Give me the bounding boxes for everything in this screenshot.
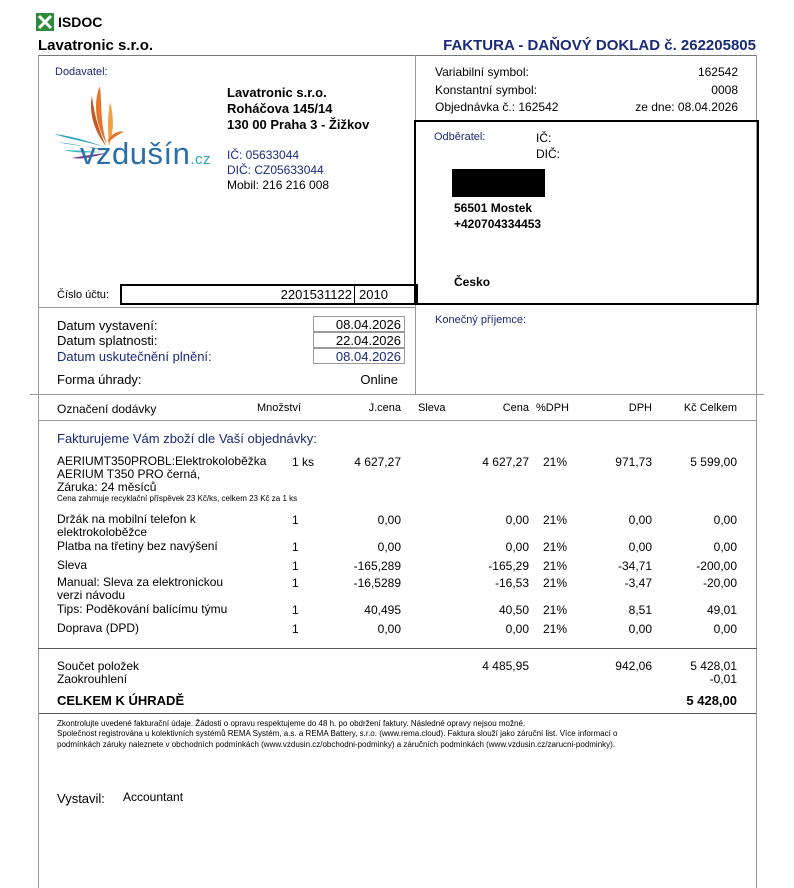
footer-line-2: Společnost registrována u kolektivních systémů REMA Systém, a.s. a REMA Battery, s.r.o. (www.rema.cloud). Faktura slouží jako záruční list. Více informací o xyxy=(57,729,618,738)
issued-by-value: Accountant xyxy=(123,790,184,804)
row-total: -20,00 xyxy=(702,576,737,590)
due-date-value: 22.04.2026 xyxy=(313,332,405,348)
supplier-mobil: Mobil: 216 216 008 xyxy=(227,178,330,192)
sum-vat: 942,06 xyxy=(615,659,652,673)
row-name-line: Držák na mobilní telefon k xyxy=(57,512,196,526)
row-name-line: AERIUM T350 PRO černá, xyxy=(57,467,201,481)
table-intro: Fakturujeme Vám zboží dle Vaší objednávky: xyxy=(57,431,317,446)
logo-wordmark-text xyxy=(80,136,211,172)
customer-phone: +420704334453 xyxy=(454,217,542,231)
account-number: 2201531122 xyxy=(280,287,352,302)
footer-line-1: Zkontrolujte uvedené fakturační údaje. Žádosti o opravu respektujeme do 48 h. po obdržení faktury. Následné opravy nejsou možné. xyxy=(57,719,526,728)
row-name xyxy=(57,454,267,494)
row-total: 5 599,00 xyxy=(690,455,737,469)
row-name xyxy=(57,576,257,602)
final-recipient-label: Konečný příjemce: xyxy=(435,314,527,326)
row-price: 40,50 xyxy=(498,603,529,617)
customer-city: 56501 Mostek xyxy=(454,201,533,215)
supplier-city: 130 00 Praha 3 - Žižkov xyxy=(227,117,370,132)
row-vat-pct: 21% xyxy=(543,576,568,590)
row-name-line: elektrokoloběžce xyxy=(57,525,148,539)
company-name-header: Lavatronic s.r.o. xyxy=(38,37,154,54)
issue-date-value: 08.04.2026 xyxy=(313,316,405,332)
logo-text: vzdušín xyxy=(80,136,191,171)
row-total: -200,00 xyxy=(696,559,737,573)
row-unit-price: -16,5289 xyxy=(353,576,401,590)
row-qty: 1 xyxy=(292,540,299,554)
sum-label: Součet položek xyxy=(57,659,140,673)
row-name-line: Manual: Sleva za elektronickou xyxy=(57,575,224,589)
rounding-value: -0,01 xyxy=(709,672,737,686)
row-name: Doprava (DPD) xyxy=(57,621,140,635)
row-vat: -3,47 xyxy=(624,576,652,590)
top-rule xyxy=(38,55,757,56)
payment-form-label: Forma úhrady: xyxy=(57,372,142,387)
sum-price: 4 485,95 xyxy=(482,659,529,673)
issued-by-label: Vystavil: xyxy=(57,791,105,806)
supplier-label: Dodavatel: xyxy=(55,66,108,78)
footer-left-frame xyxy=(38,713,39,888)
row-qty: 1 xyxy=(292,559,299,573)
row-name: Tips: Poděkování balícímu týmu xyxy=(57,602,228,616)
footer-line-3: podmínkách záruky naleznete v obchodních podmínkách (www.vzdusin.cz/obchodni-podminky) a záručních podmínkách (www.vzdusin.cz/zarucni-podminky). xyxy=(57,740,616,749)
row-qty: 1 xyxy=(292,603,299,617)
grand-total-value: 5 428,00 xyxy=(686,693,737,708)
account-box xyxy=(120,284,418,305)
row-vat-pct: 21% xyxy=(543,559,568,573)
row-qty: 1 xyxy=(292,513,299,527)
col-header-vat: DPH xyxy=(628,402,652,414)
row-name-line: AERIUMT350PROBL:Elektrokoloběžka xyxy=(57,454,267,468)
customer-ic-label: IČ: xyxy=(536,131,552,145)
rounding-label: Zaokrouhlení xyxy=(57,672,128,686)
row-name-line: Záruka: 24 měsíců xyxy=(57,480,157,494)
row-qty: 1 xyxy=(292,622,299,636)
row-total: 49,01 xyxy=(706,603,737,617)
customer-dic-label: DIČ: xyxy=(536,147,560,161)
col-header-discount: Sleva xyxy=(418,402,446,414)
document-title: FAKTURA - DAŇOVÝ DOKLAD č. 262205805 xyxy=(443,37,756,54)
isdoc-icon xyxy=(36,13,54,31)
customer-label: Odběratel: xyxy=(434,131,486,143)
row-vat-pct: 21% xyxy=(543,540,568,554)
supplier-dic: DIČ: CZ05633044 xyxy=(227,163,324,177)
row-price: 0,00 xyxy=(505,540,529,554)
isdoc-badge xyxy=(36,12,102,32)
row-unit-price: 0,00 xyxy=(377,513,401,527)
constant-symbol-value: 0008 xyxy=(711,83,738,97)
col-header-unit-price: J.cena xyxy=(368,402,401,414)
supplier-ic: IČ: 05633044 xyxy=(227,148,300,162)
col-header-vat-pct: %DPH xyxy=(536,402,570,414)
row-qty: 1 xyxy=(292,576,299,590)
summary-top-rule xyxy=(38,648,757,649)
payment-form-value: Online xyxy=(360,372,398,387)
row-name xyxy=(57,513,257,539)
header-bottom-rule xyxy=(30,394,764,395)
isdoc-label: ISDOC xyxy=(58,14,103,30)
constant-symbol-label: Konstantní symbol: xyxy=(435,83,538,97)
table-header-rule xyxy=(38,420,757,421)
row-vat-pct: 21% xyxy=(543,455,568,469)
row-qty: 1 ks xyxy=(292,455,315,469)
row-vat: -34,71 xyxy=(617,559,652,573)
row-price: 0,00 xyxy=(505,513,529,527)
row-vat-pct: 21% xyxy=(543,603,568,617)
row-unit-price: 0,00 xyxy=(377,622,401,636)
row-name: Sleva xyxy=(57,558,88,572)
row-total: 0,00 xyxy=(713,513,737,527)
row-note: Cena zahrnuje recyklační příspěvek 23 Kč/ks, celkem 23 Kč za 1 ks xyxy=(57,494,298,503)
table-right-frame xyxy=(756,394,757,714)
row-vat: 0,00 xyxy=(628,622,652,636)
row-vat-pct: 21% xyxy=(543,513,568,527)
taxable-date-label: Datum uskutečnění plnění: xyxy=(57,349,212,364)
customer-country: Česko xyxy=(454,275,491,289)
row-name-line: verzi návodu xyxy=(57,588,126,602)
row-unit-price: -165,289 xyxy=(353,559,401,573)
row-price: -165,29 xyxy=(488,559,529,573)
account-separator xyxy=(354,286,355,303)
row-total: 0,00 xyxy=(713,622,737,636)
supplier-name: Lavatronic s.r.o. xyxy=(227,85,327,100)
row-name: Platba na třetiny bez navýšení xyxy=(57,539,218,553)
left-frame xyxy=(38,55,39,395)
col-header-name: Označení dodávky xyxy=(57,402,157,416)
row-vat: 971,73 xyxy=(615,455,652,469)
logo-suffix: .cz xyxy=(190,151,212,168)
row-price: -16,53 xyxy=(494,576,529,590)
sum-total: 5 428,01 xyxy=(690,659,737,673)
col-header-price: Cena xyxy=(502,402,529,414)
order-date: ze dne: 08.04.2026 xyxy=(635,100,738,114)
row-unit-price: 0,00 xyxy=(377,540,401,554)
col-header-qty: Množství xyxy=(257,402,302,414)
row-total: 0,00 xyxy=(713,540,737,554)
due-date-label: Datum splatnosti: xyxy=(57,333,158,348)
summary-bottom-rule xyxy=(38,713,757,714)
row-unit-price: 40,495 xyxy=(364,603,401,617)
row-price: 4 627,27 xyxy=(482,455,529,469)
account-label: Číslo účtu: xyxy=(57,289,109,301)
grand-total-label: CELKEM K ÚHRADĚ xyxy=(57,693,185,708)
redacted-customer-name xyxy=(452,169,545,197)
footer-right-frame xyxy=(756,713,757,888)
date-section-rule xyxy=(38,307,415,308)
row-unit-price: 4 627,27 xyxy=(354,455,401,469)
row-vat-pct: 21% xyxy=(543,622,568,636)
row-vat: 0,00 xyxy=(628,513,652,527)
supplier-street: Roháčova 145/14 xyxy=(227,101,333,116)
variable-symbol-label: Variabilní symbol: xyxy=(435,65,529,79)
table-left-frame xyxy=(38,394,39,714)
taxable-date-value: 08.04.2026 xyxy=(313,348,405,364)
issue-date-label: Datum vystavení: xyxy=(57,318,158,333)
row-vat: 8,51 xyxy=(628,603,652,617)
order-number: Objednávka č.: 162542 xyxy=(435,100,559,114)
col-header-total: Kč Celkem xyxy=(683,402,737,414)
bank-code: 2010 xyxy=(359,287,388,302)
row-price: 0,00 xyxy=(505,622,529,636)
variable-symbol-value: 162542 xyxy=(697,65,738,79)
row-vat: 0,00 xyxy=(628,540,652,554)
